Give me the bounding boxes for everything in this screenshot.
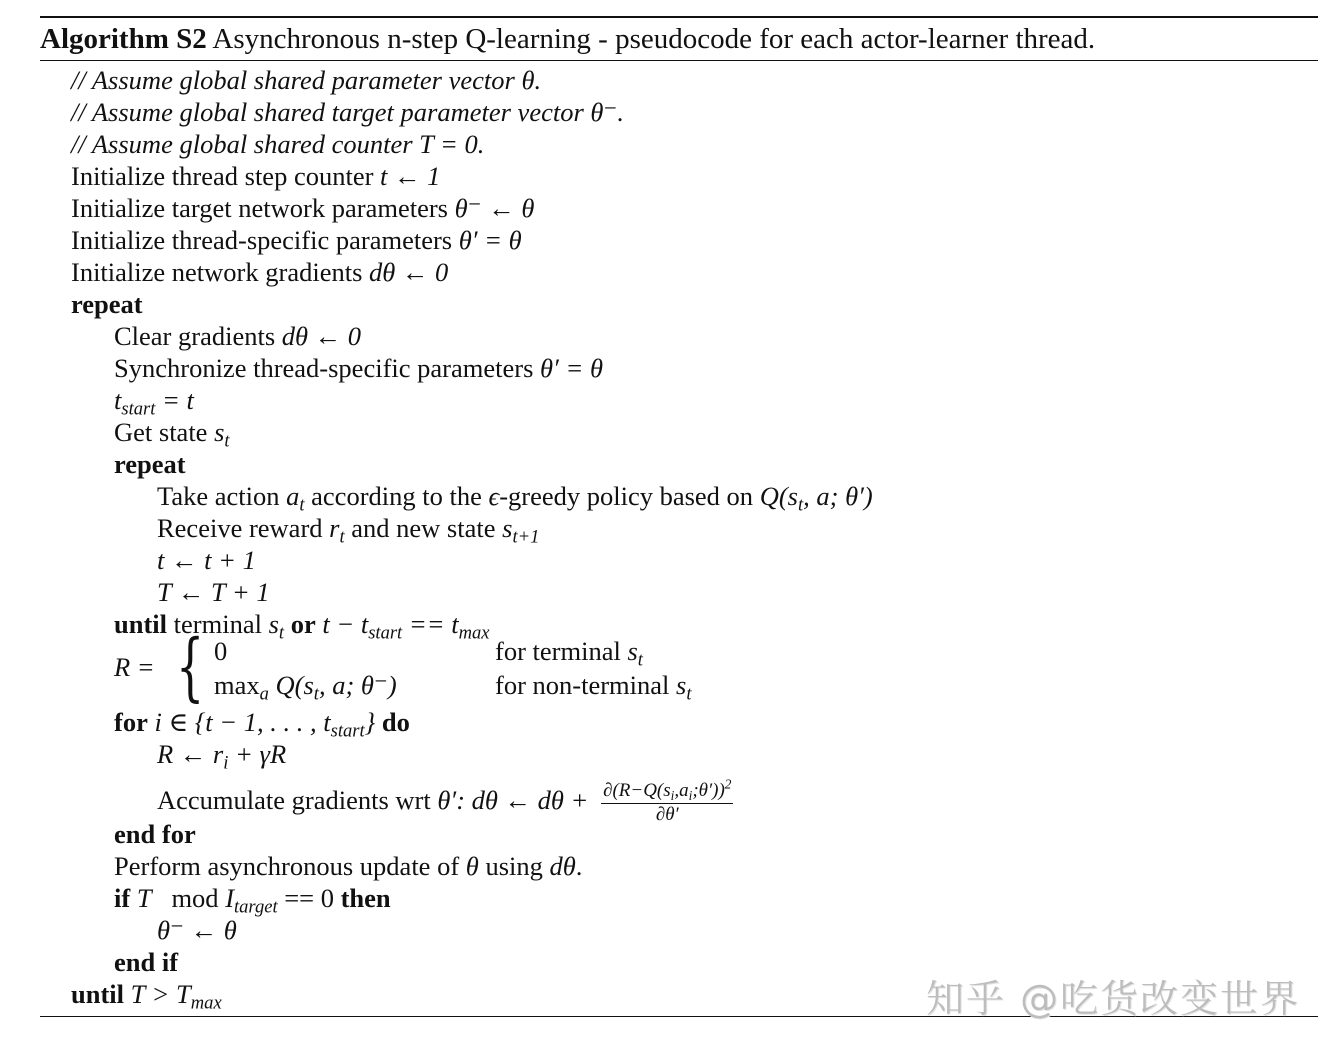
repeat-outer-keyword: repeat (71, 289, 143, 319)
accumulate-gradients: Accumulate gradients wrt θ′: dθ ← dθ + $\frac{\partial(R-Q(s_i,a_i;\theta'))^2}{\partial\theta'}$ (157, 777, 732, 826)
left-brace: { (176, 624, 205, 710)
R-lhs: R = (114, 652, 155, 682)
init-step-counter: Initialize thread step counter t ← 1 (71, 161, 441, 191)
end-if-keyword: end if (114, 947, 179, 977)
comment-line-3: // Assume global shared counter T = 0. (71, 129, 485, 159)
algorithm-label: Algorithm S2 (40, 23, 207, 55)
increment-T: T ← T + 1 (157, 577, 270, 607)
perform-update: Perform asynchronous update of θ using dθ. (114, 851, 583, 881)
comment-line-2: // Assume global shared target parameter vector θ⁻. (71, 97, 625, 127)
watermark-text: 知乎 @吃货改变世界 (926, 977, 1301, 1021)
case-nonterminal-cond: for non-terminal $s_t$ (495, 670, 692, 705)
get-state: Get state $s_t$ (114, 417, 230, 452)
algorithm-caption (40, 20, 1095, 58)
repeat-inner-keyword: repeat (114, 449, 186, 479)
for-loop-header: for i ∈ {t − 1, . . . , $t_{start}$} do (114, 707, 410, 742)
end-for-keyword: end for (114, 819, 196, 849)
target-params-update: θ⁻ ← θ (157, 915, 237, 945)
init-thread-params: Initialize thread-specific parameters θ′ = θ (71, 225, 522, 255)
tstart-assign: $t_{start} = t$ (114, 385, 194, 420)
until-outer: until $T > T_{max}$ (71, 979, 222, 1014)
clear-gradients: Clear gradients dθ ← 0 (114, 321, 362, 351)
increment-t: t ← t + 1 (157, 545, 256, 575)
init-target-params: Initialize target network parameters θ⁻ ← θ (71, 193, 535, 223)
top-rule (40, 16, 1318, 18)
case-nonterminal-value: $\max_a Q(s_t$, a; θ⁻) (214, 670, 397, 705)
case-terminal-value: 0 (214, 636, 228, 666)
until-inner: until terminal $s_t$ or $t - t_{start} == t_{max}$ (114, 609, 490, 644)
if-target-update: if T mod $I_{target} == 0$ then (114, 883, 391, 918)
caption-rule (40, 60, 1318, 61)
init-gradients: Initialize network gradients dθ ← 0 (71, 257, 449, 287)
receive-reward: Receive reward $r_t$ and new state $s_{t+1}$ (157, 513, 540, 548)
R-update: R ← $r_i + \gamma R$ (157, 739, 287, 774)
algorithm-title: Asynchronous n-step Q-learning - pseudocode for each actor-learner thread. (212, 23, 1096, 55)
comment-line-1: // Assume global shared parameter vector θ. (71, 65, 542, 95)
sync-params: Synchronize thread-specific parameters θ′ = θ (114, 353, 603, 383)
take-action: Take action $a_t$ according to the ϵ-greedy policy based on $Q(s_t$, a; θ′) (157, 481, 873, 516)
case-terminal-cond: for terminal $s_t$ (495, 636, 643, 671)
gradient-fraction: $\frac{\partial(R-Q(s_i,a_i;\theta'))^2}{\partial\theta'}$ (603, 777, 732, 826)
